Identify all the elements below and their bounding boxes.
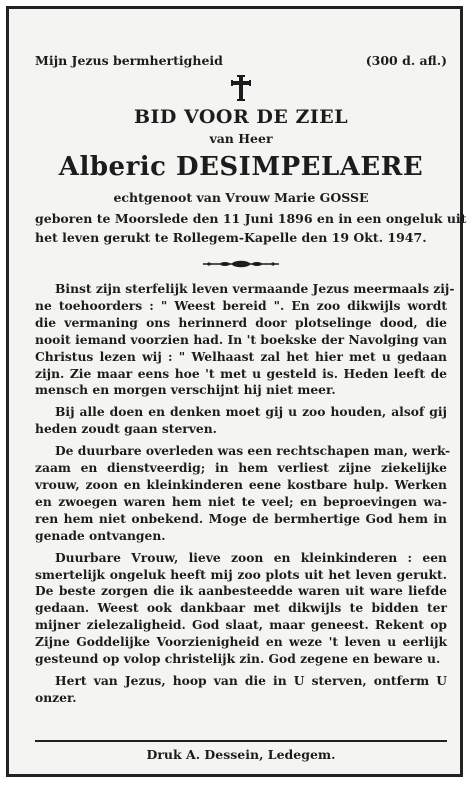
text-line: onzer.	[35, 689, 77, 705]
memorial-card	[6, 6, 467, 777]
header-line	[35, 53, 447, 68]
page-title: BID VOOR DE ZIEL	[133, 106, 349, 128]
paragraph-prayer	[35, 673, 447, 707]
text-line: ne toehoorders : " Weest bereid ". En zoo dikwijls wordt	[35, 297, 447, 313]
text-line: genade ontvangen.	[35, 527, 166, 543]
text-line: Bij alle doen en denken moet gij u zoo houden, alsof gij	[55, 404, 447, 420]
text-line: Duurbare Vrouw, lieve zoon en kleinkinderen : een	[55, 549, 447, 565]
printer-credit: Druk A. Dessein, Ledegem.	[146, 747, 336, 762]
text-line: De beste zorgen die ik aanbesteedde waren uit ware liefde	[35, 583, 447, 599]
footer-divider	[35, 740, 447, 742]
text-line: Hert van Jezus, hoop van die in U sterven, ontferm U	[55, 672, 447, 688]
latin-cross-icon	[231, 75, 251, 101]
text-line: mensch en morgen verschijnt hij niet meer.	[35, 382, 336, 398]
text-line: mijner zielezaligheid. God slaat, maar geneest. Rekent op	[35, 617, 447, 633]
paragraph-tribute	[35, 443, 451, 544]
text-line: zaam en dienstveerdig; in hem verliest zijne ziekelijke	[35, 460, 447, 476]
title-of-deceased: van Heer	[209, 131, 273, 146]
paragraph-farewell	[35, 550, 447, 668]
deceased-name: Alberic DESIMPELAERE	[58, 152, 424, 182]
text-line: De duurbare overleden was een rechtschapen man, werk-	[55, 443, 451, 459]
paragraph-admonition	[35, 404, 447, 438]
text-line: zijn. Zie maar eens hoe 't met u gesteld is. Heden leeft de	[35, 365, 447, 381]
text-line: Zijne Goddelijke Voorzienigheid en weze 't leven u eerlijk	[35, 634, 447, 650]
text-line: gesteund op volop christelijk zin. God zegene en beware u.	[35, 651, 441, 667]
paragraph-scripture	[35, 281, 455, 399]
indulgence-note: (300 d. afl.)	[365, 53, 447, 68]
prayer-invocation: Mijn Jezus bermhertigheid	[35, 53, 223, 68]
text-line: ren hem niet onbekend. Moge de bermhertige God hem in	[35, 510, 447, 526]
text-line: smertelijk ongeluk heeft mij zoo plots uit het leven gerukt.	[35, 566, 447, 582]
text-line: Binst zijn sterfelijk leven vermaande Jezus meermaals zij-	[55, 281, 455, 296]
memorial-text	[35, 281, 455, 712]
birth-death-text	[35, 209, 467, 247]
text-line: nooit iemand voorzien had. In 't boekske der Navolging van	[35, 331, 447, 347]
birth-line: geboren te Moorslede den 11 Juni 1896 en in een ongeluk uit	[35, 211, 467, 226]
text-line: die vermaning ons herinnerd door plotselinge dood, die	[35, 314, 447, 330]
divider-ornament-icon	[201, 259, 281, 269]
text-line: en zwoegen waren hem niet te veel; en beproevingen wa-	[35, 493, 447, 509]
text-line: gedaan. Weest ook dankbaar met dikwijls te bidden ter	[35, 600, 447, 616]
text-line: Christus lezen wij : " Welhaast zal het hier met u gedaan	[35, 348, 447, 364]
spouse-line: echtgenoot van Vrouw Marie GOSSE	[113, 190, 369, 205]
text-line: heden zoudt gaan sterven.	[35, 421, 217, 437]
death-line: het leven gerukt te Rollegem-Kapelle den 19 Okt. 1947.	[35, 230, 427, 245]
text-line: vrouw, zoon en kleinkinderen eene kostbare hulp. Werken	[35, 476, 447, 492]
